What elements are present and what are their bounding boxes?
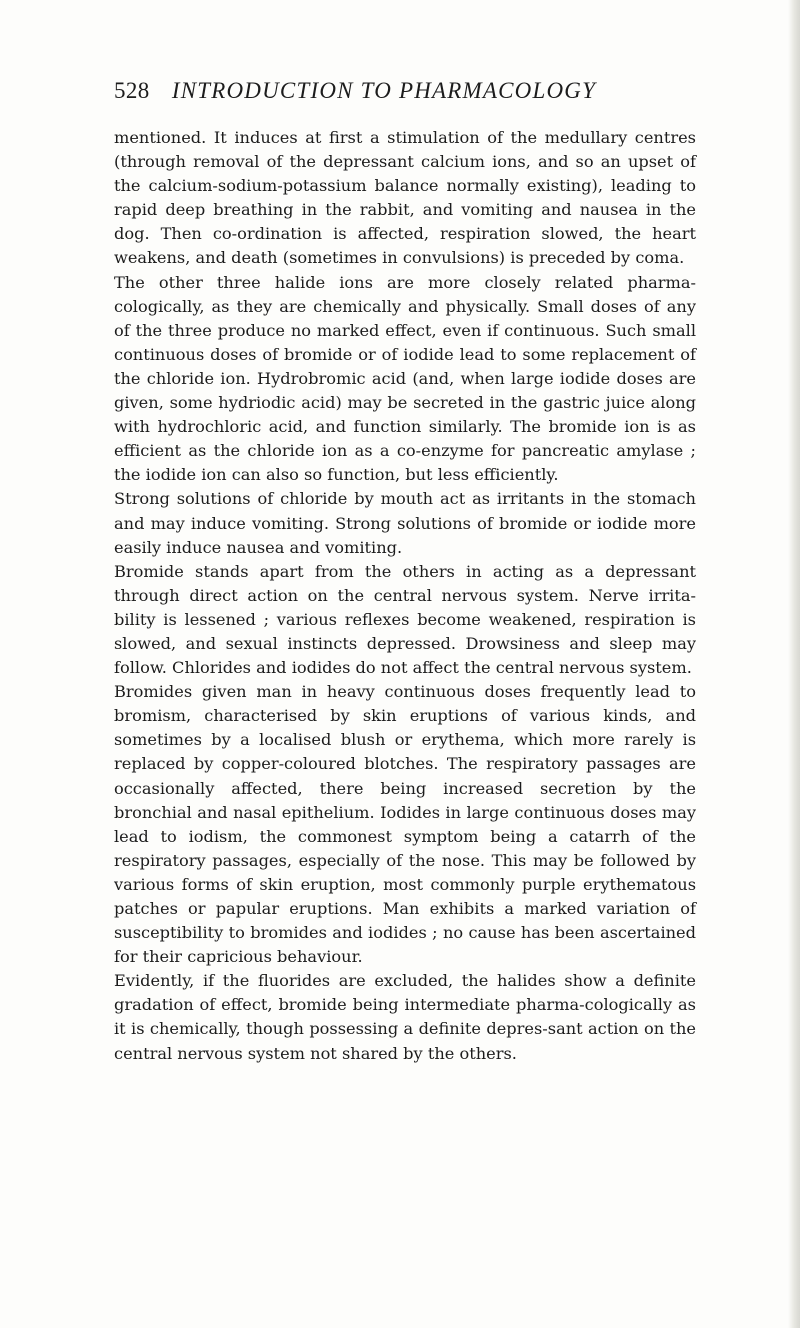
paragraph: Evidently, if the fluorides are excluded, the halides show a definite gradation of effect, bromide being intermediate pharma-cologically as it is chemically, though possessing a definite depres-sant action on the central nervous system not shared by the others. (114, 971, 696, 1063)
page-edge-shadow (788, 0, 800, 1328)
running-title: INTRODUCTION TO PHARMACOLOGY (171, 78, 597, 103)
paragraph: mentioned. It induces at first a stimulation of the medullary centres (through removal of the depressant calcium ions, and so an upset of the calcium-sodium-potassium balance normally existing), leading to rapid deep breathing in the rabbit, and vomiting and nausea in the dog. Then co-ordination is affected, respiration slowed, the heart weakens, and death (sometimes in convulsions) is preceded by coma. (114, 128, 696, 268)
paragraph: The other three halide ions are more closely related pharma-cologically, as they are chemically and physically. Small doses of any of the three produce no marked effect, even if continuous. Such small continuous doses of bromide or of iodide lead to some replacement of the chloride ion. Hydrobromic acid (and, when large iodide doses are given, some hydriodic acid) may be secreted in the gastric juice along with hydrochloric acid, and function similarly. The bromide ion is as efficient as the chloride ion as a co-enzyme for pancreatic amylase ; the iodide ion can also so function, but less efficiently. (114, 272, 696, 485)
paragraph: Strong solutions of chloride by mouth act as irritants in the stomach and may induce vomiting. Strong solutions of bromide or iodide more easily induce nausea and vomiting. (114, 489, 696, 557)
running-head (114, 76, 714, 106)
paragraph: Bromides given man in heavy continuous doses frequently lead to bromism, characterised by skin eruptions of various kinds, and sometimes by a localised blush or erythema, which more rarely is replaced by copper-coloured blotches. The respiratory passages are occasionally affected, there being increased secretion by the bronchial and nasal epithelium. Iodides in large continuous doses may lead to iodism, the commonest symptom being a catarrh of the respiratory passages, especially of the nose. This may be followed by various forms of skin eruption, most commonly purple erythematous patches or papular eruptions. Man exhibits a marked variation of susceptibility to bromides and iodides ; no cause has been ascertained for their capricious behaviour. (114, 682, 696, 967)
page-number: 528 (114, 78, 150, 103)
paragraph: Bromide stands apart from the others in acting as a depressant through direct action on the central nervous system. Nerve irrita-bility is lessened ; various reflexes become weakened, respiration is slowed, and sexual instincts depressed. Drowsiness and sleep may follow. Chlorides and iodides do not affect the central nervous system. (114, 561, 696, 678)
body-text (114, 126, 696, 1066)
